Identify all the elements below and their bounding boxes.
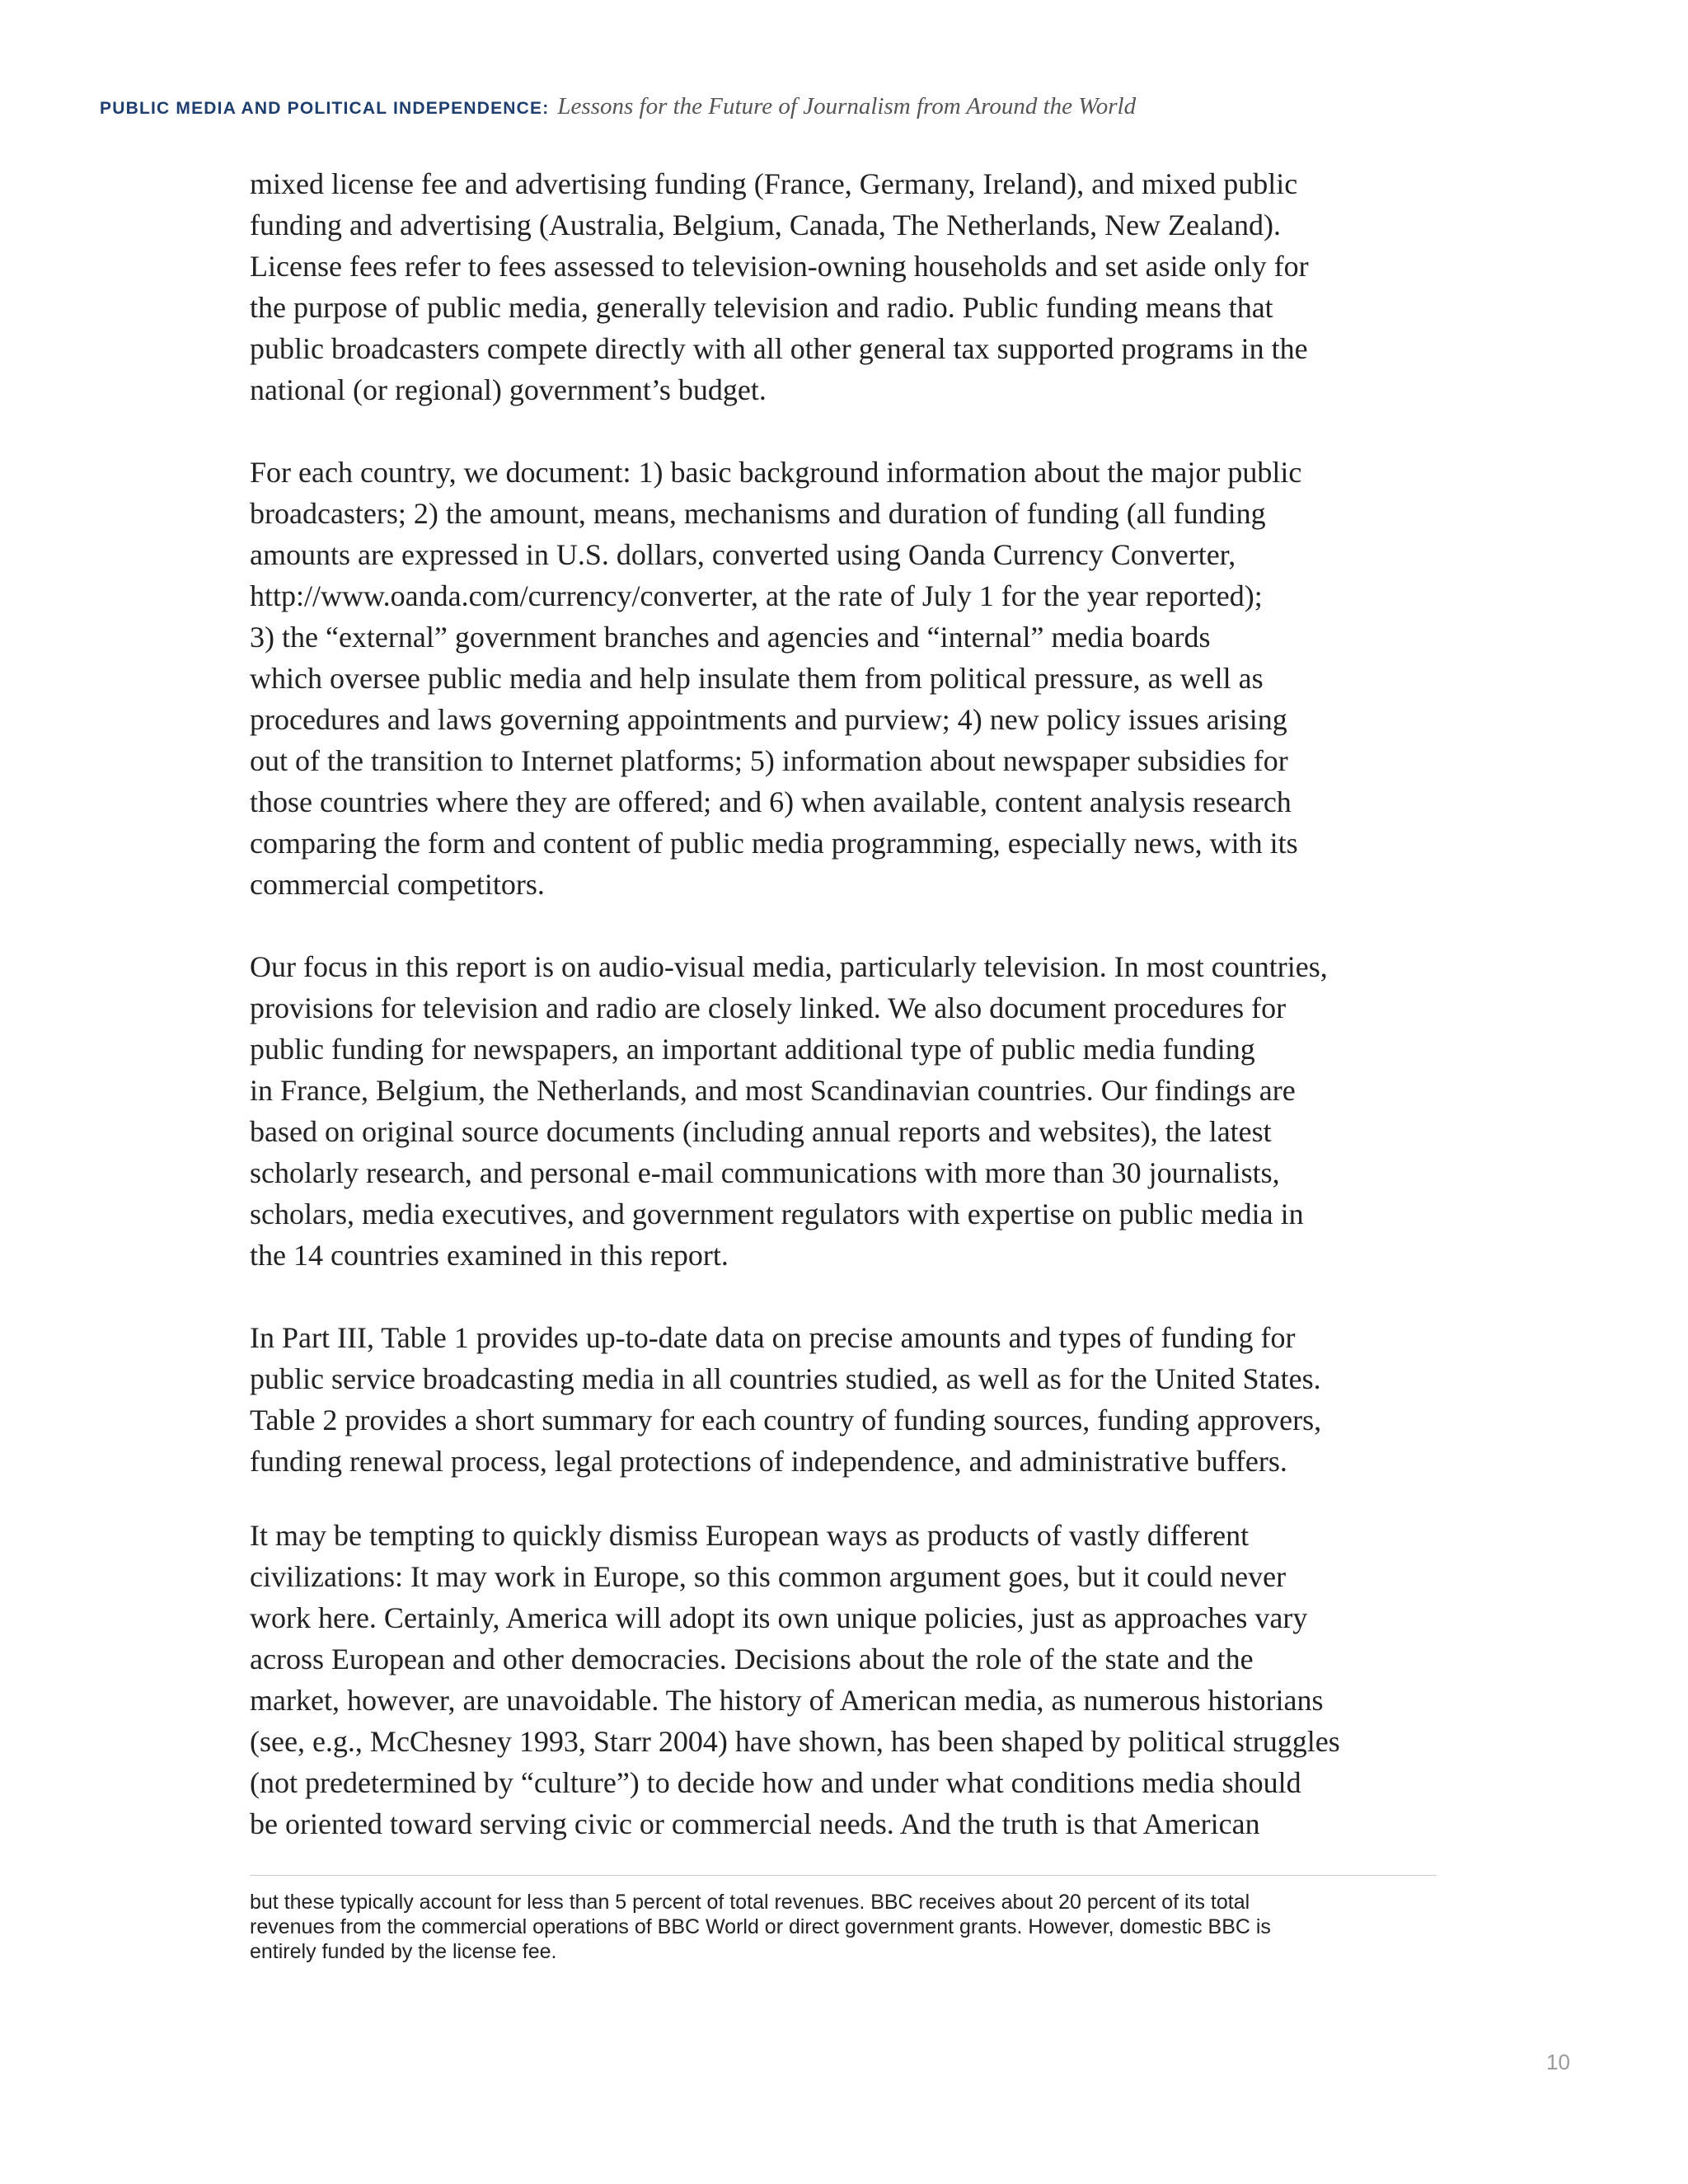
text-line: (not predetermined by “culture”) to decide how and under what conditions media should (250, 1766, 1301, 1799)
text-line: Table 2 provides a short summary for each country of funding sources, funding approvers, (250, 1404, 1322, 1436)
text-line: Our focus in this report is on audio-visual media, particularly television. In most countries, (250, 950, 1328, 983)
paragraph-report-focus (250, 946, 1453, 1276)
footnote (250, 1890, 1453, 1964)
text-line: in France, Belgium, the Netherlands, and most Scandinavian countries. Our findings are (250, 1074, 1296, 1107)
running-head-title: PUBLIC MEDIA AND POLITICAL INDEPENDENCE: (100, 99, 550, 118)
footnote-line: entirely funded by the license fee. (250, 1940, 557, 1963)
text-line: For each country, we document: 1) basic background information about the major public (250, 456, 1302, 489)
text-line: public funding for newspapers, an important additional type of public media funding (250, 1033, 1255, 1066)
text-line: In Part III, Table 1 provides up-to-date data on precise amounts and types of funding for (250, 1321, 1296, 1354)
paragraph-part-three-tables (250, 1317, 1453, 1482)
text-line: the 14 countries examined in this report. (250, 1239, 729, 1272)
text-line: the purpose of public media, generally television and radio. Public funding means that (250, 291, 1273, 324)
text-line: amounts are expressed in U.S. dollars, converted using Oanda Currency Converter, (250, 538, 1236, 571)
page-number: 10 (1546, 2050, 1570, 2074)
text-line: scholars, media executives, and government regulators with expertise on public media in (250, 1197, 1304, 1230)
text-line: across European and other democracies. Decisions about the role of the state and the (250, 1643, 1254, 1675)
footnote-line: but these typically account for less than 5 percent of total revenues. BBC receives about 20 percent of its total (250, 1891, 1250, 1914)
text-line: provisions for television and radio are closely linked. We also document procedures for (250, 991, 1287, 1024)
text-line: License fees refer to fees assessed to television-owning households and set aside only for (250, 250, 1309, 283)
text-line: comparing the form and content of public media programming, especially news, with its (250, 827, 1298, 860)
text-line: market, however, are unavoidable. The history of American media, as numerous historians (250, 1684, 1324, 1717)
text-line: public service broadcasting media in all countries studied, as well as for the United States. (250, 1362, 1321, 1395)
text-line: which oversee public media and help insulate them from political pressure, as well as (250, 662, 1264, 695)
text-line: funding and advertising (Australia, Belgium, Canada, The Netherlands, New Zealand). (250, 209, 1281, 241)
text-line: work here. Certainly, America will adopt its own unique policies, just as approaches vary (250, 1601, 1308, 1634)
paragraph-european-ways (250, 1515, 1453, 1844)
text-line: be oriented toward serving civic or commercial needs. And the truth is that American (250, 1807, 1260, 1840)
text-line: public broadcasters compete directly with all other general tax supported programs in the (250, 332, 1308, 365)
running-head-subtitle: Lessons for the Future of Journalism from Around the World (557, 93, 1137, 120)
footnote-divider (250, 1875, 1437, 1876)
text-line: procedures and laws governing appointments and purview; 4) new policy issues arising (250, 703, 1287, 736)
text-line: out of the transition to Internet platforms; 5) information about newspaper subsidies for (250, 744, 1288, 777)
text-line: civilizations: It may work in Europe, so this common argument goes, but it could never (250, 1560, 1287, 1593)
text-line: those countries where they are offered; and 6) when available, content analysis research (250, 785, 1292, 818)
body-text (250, 163, 1453, 1844)
text-line: 3) the “external” government branches and agencies and “internal” media boards (250, 621, 1211, 654)
text-line: It may be tempting to quickly dismiss European ways as products of vastly different (250, 1519, 1250, 1552)
text-line: (see, e.g., McChesney 1993, Starr 2004) have shown, has been shaped by political struggles (250, 1725, 1340, 1758)
text-line: broadcasters; 2) the amount, means, mechanisms and duration of funding (all funding (250, 497, 1266, 530)
paragraph-country-documentation (250, 452, 1453, 905)
text-line: scholarly research, and personal e-mail communications with more than 30 journalists, (250, 1156, 1280, 1189)
text-line: funding renewal process, legal protections of independence, and administrative buffers. (250, 1445, 1287, 1478)
footnote-line: revenues from the commercial operations of BBC World or direct government grants. However, domestic BBC is (250, 1915, 1271, 1938)
text-line: based on original source documents (including annual reports and websites), the latest (250, 1115, 1272, 1148)
text-line: http://www.oanda.com/currency/converter, at the rate of July 1 for the year reported); (250, 579, 1263, 612)
text-line: commercial competitors. (250, 868, 545, 901)
running-head (100, 93, 1583, 120)
text-line: mixed license fee and advertising funding (France, Germany, Ireland), and mixed public (250, 167, 1298, 200)
text-line: national (or regional) government’s budget. (250, 373, 767, 406)
paragraph-funding-types (250, 163, 1453, 410)
